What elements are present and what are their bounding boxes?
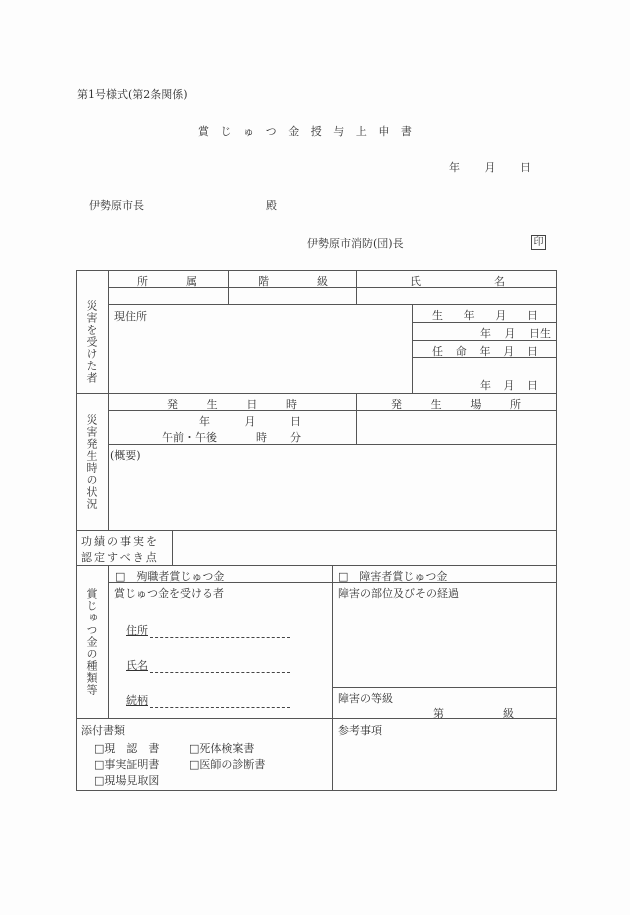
grade-prefix: 第 xyxy=(433,707,444,720)
affiliation-field[interactable] xyxy=(109,288,227,303)
seal-stamp-icon: 印 xyxy=(531,235,546,250)
name-field[interactable] xyxy=(357,288,555,303)
header-char: 年 xyxy=(463,309,475,322)
recipient-name-row[interactable] xyxy=(126,657,290,673)
section-label-disaster: 災害発生時の状況 xyxy=(85,414,98,510)
remarks-field[interactable] xyxy=(333,737,555,789)
checkbox-death-award[interactable]: □ 殉職者賞じゅつ金 xyxy=(115,570,225,583)
name-line[interactable] xyxy=(150,662,290,673)
disability-grade-label: 障害の等級 xyxy=(338,692,393,705)
rank-field[interactable] xyxy=(229,288,355,303)
header-char: 日 xyxy=(527,345,538,358)
header-char: 名 xyxy=(494,275,505,288)
relation-line[interactable] xyxy=(150,697,290,708)
address-label: 住所 xyxy=(126,624,148,637)
sender: 伊勢原市消防(団)長 xyxy=(307,237,404,250)
header-char: 生 xyxy=(430,398,442,411)
recipient-address-row[interactable] xyxy=(126,622,290,638)
current-address-label: 現住所 xyxy=(114,310,147,323)
year-label: 年 xyxy=(480,379,491,392)
submission-date[interactable] xyxy=(449,159,531,175)
section-label-victim: 災害を受けた者 xyxy=(85,300,98,384)
header-affiliation xyxy=(137,273,197,289)
header-char: 命 xyxy=(455,345,467,358)
remarks-label: 参考事項 xyxy=(338,724,382,737)
header-name xyxy=(410,273,505,289)
merit-label-line2: 認定すべき点 xyxy=(81,551,159,564)
datetime-header xyxy=(167,396,297,412)
title-char: 申 xyxy=(378,125,390,138)
month-label: 月 xyxy=(503,379,515,392)
checkbox-disability-award[interactable]: □ 障害者賞じゅつ金 xyxy=(338,570,448,583)
birthdate-header xyxy=(432,307,538,323)
title-char: 与 xyxy=(333,125,345,138)
header-char: 所 xyxy=(137,275,148,288)
appointment-date-field[interactable] xyxy=(480,377,538,393)
occurrence-place-field[interactable] xyxy=(357,411,555,443)
header-char: 発 xyxy=(167,398,178,411)
current-address-field[interactable] xyxy=(109,322,411,392)
honorific: 殿 xyxy=(266,199,277,212)
birthdate-field[interactable] xyxy=(480,325,551,341)
title-char: じ xyxy=(220,125,232,138)
month-label: 月 xyxy=(484,161,496,174)
year-label: 年 xyxy=(480,327,491,340)
header-char: 任 xyxy=(432,345,443,358)
disability-grade-field[interactable] xyxy=(433,705,514,721)
header-char: 場 xyxy=(470,398,482,411)
header-char: 月 xyxy=(495,309,507,322)
relation-label: 続柄 xyxy=(126,694,148,707)
occurrence-time-field[interactable] xyxy=(256,429,301,445)
document-title xyxy=(198,123,412,139)
title-char: 賞 xyxy=(198,125,209,138)
day-born-label: 日生 xyxy=(529,327,551,340)
section-label-award: 賞じゅつ金の種類等 xyxy=(85,588,98,696)
title-char: ゅ xyxy=(243,125,255,138)
year-label: 年 xyxy=(199,415,210,428)
header-char: 階 xyxy=(258,275,269,288)
header-rank xyxy=(258,273,328,289)
injury-details-label: 障害の部位及びその経過 xyxy=(338,587,459,600)
title-char: 上 xyxy=(355,125,367,138)
addressee: 伊勢原市長 xyxy=(89,199,144,212)
header-char: 発 xyxy=(391,398,402,411)
form-number: 第1号様式(第2条関係) xyxy=(77,88,188,101)
recipient-relation-row[interactable] xyxy=(126,692,290,708)
attachment-witness-report[interactable]: □現 認 書 xyxy=(94,742,160,755)
header-char: 年 xyxy=(479,345,491,358)
merit-field[interactable] xyxy=(173,531,555,564)
header-char: 属 xyxy=(186,275,197,288)
header-char: 級 xyxy=(317,275,328,288)
appointment-header xyxy=(432,343,538,359)
attachment-autopsy-report[interactable]: □死体検案書 xyxy=(189,742,255,755)
month-label: 月 xyxy=(244,415,256,428)
header-char: 生 xyxy=(206,398,218,411)
place-header xyxy=(391,396,521,412)
header-char: 日 xyxy=(246,398,258,411)
attachments-label: 添付書類 xyxy=(81,724,125,737)
day-label: 日 xyxy=(290,415,301,428)
recipient-header: 賞じゅつ金を受ける者 xyxy=(114,587,224,600)
header-char: 月 xyxy=(503,345,515,358)
header-char: 日 xyxy=(526,309,538,322)
year-label: 年 xyxy=(449,161,460,174)
header-char: 氏 xyxy=(410,275,421,288)
header-char: 時 xyxy=(285,398,297,411)
month-label: 月 xyxy=(504,327,516,340)
header-char: 所 xyxy=(509,398,521,411)
day-label: 日 xyxy=(527,379,538,392)
attachment-fact-certificate[interactable]: □事実証明書 xyxy=(94,758,160,771)
summary-field[interactable] xyxy=(109,462,555,529)
minute-label: 分 xyxy=(290,431,301,444)
merit-label-line1: 功績の事実を xyxy=(81,535,159,548)
summary-label: (概要) xyxy=(110,449,141,462)
title-char: 金 xyxy=(288,125,300,138)
ampm-option[interactable]: 午前・午後 xyxy=(162,431,217,444)
name-label: 氏名 xyxy=(126,659,148,672)
grade-suffix: 級 xyxy=(503,707,514,720)
occurrence-date-field[interactable] xyxy=(199,413,301,429)
title-char: つ xyxy=(265,125,277,138)
header-char: 生 xyxy=(432,309,443,322)
hour-label: 時 xyxy=(256,431,267,444)
title-char: 授 xyxy=(310,125,322,138)
attachment-medical-certificate[interactable]: □医師の診断書 xyxy=(189,758,266,771)
title-char: 書 xyxy=(400,125,412,138)
injury-details-field[interactable] xyxy=(333,600,555,686)
address-line[interactable] xyxy=(150,627,290,638)
attachment-site-diagram[interactable]: □現場見取図 xyxy=(94,774,160,787)
day-label: 日 xyxy=(520,161,531,174)
